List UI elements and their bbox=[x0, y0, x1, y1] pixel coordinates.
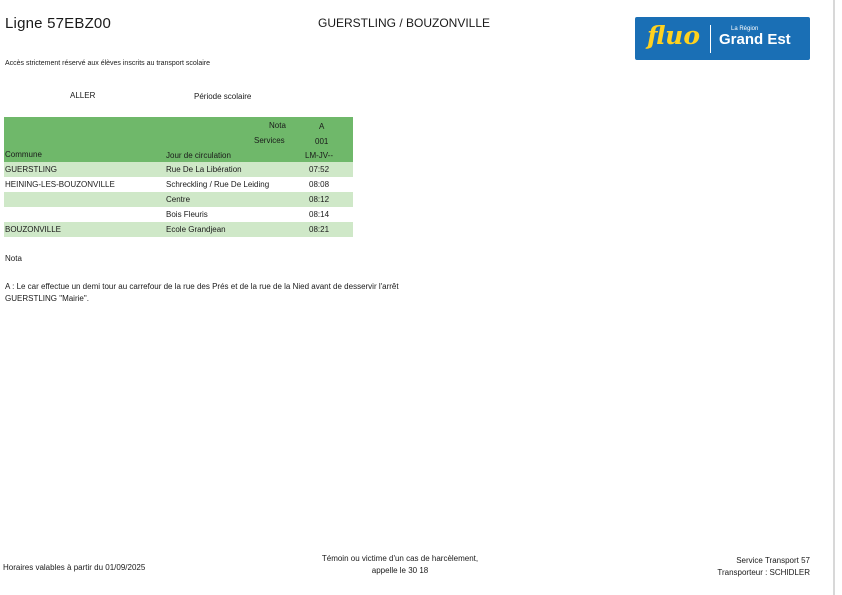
logo-separator bbox=[710, 25, 711, 53]
timetable-body bbox=[4, 162, 353, 237]
access-note: Accès strictement réservé aux élèves inscrits au transport scolaire bbox=[5, 60, 211, 67]
period-label: Période scolaire bbox=[194, 92, 252, 101]
nota-label: Nota bbox=[269, 121, 286, 130]
time-cell: 08:12 bbox=[309, 195, 330, 204]
stop-cell: Ecole Grandjean bbox=[166, 225, 226, 234]
time-cell: 08:21 bbox=[309, 225, 330, 234]
commune-header: Commune bbox=[5, 150, 42, 159]
commune-cell: HEINING-LES-BOUZONVILLE bbox=[5, 180, 115, 189]
table-row bbox=[4, 177, 353, 192]
time-cell: 08:14 bbox=[309, 210, 330, 219]
stop-cell: Rue De La Libération bbox=[166, 165, 242, 174]
harassment-line-2: appelle le 30 18 bbox=[371, 566, 429, 575]
logo-region: Grand Est bbox=[719, 31, 791, 48]
harassment-line-1: Témoin ou victime d'un cas de harcèlement, bbox=[321, 554, 479, 563]
logo-brand: fluo bbox=[647, 21, 701, 50]
time-cell: 07:52 bbox=[309, 165, 330, 174]
service-info bbox=[660, 555, 810, 579]
table-row bbox=[4, 162, 353, 177]
nota-title: Nota bbox=[5, 254, 22, 263]
table-row bbox=[4, 207, 353, 222]
fluo-grand-est-logo bbox=[635, 17, 810, 60]
nota-value: A bbox=[319, 122, 325, 131]
stop-cell: Bois Fleuris bbox=[166, 210, 208, 219]
harassment-notice bbox=[300, 553, 500, 577]
timetable-header bbox=[4, 117, 353, 162]
service-line-1: Service Transport 57 bbox=[736, 556, 810, 565]
commune-cell: GUERSTLING bbox=[5, 165, 58, 174]
commune-cell: BOUZONVILLE bbox=[5, 225, 62, 234]
timetable bbox=[4, 117, 353, 237]
jour-value: LM-JV-- bbox=[305, 151, 333, 160]
line-title: Ligne 57EBZ00 bbox=[5, 15, 112, 32]
stop-cell: Schreckling / Rue De Leiding bbox=[166, 180, 270, 189]
stop-cell: Centre bbox=[166, 195, 191, 204]
time-cell: 08:08 bbox=[309, 180, 330, 189]
table-row bbox=[4, 222, 353, 237]
route-title: GUERSTLING / BOUZONVILLE bbox=[318, 16, 491, 30]
validity-note: Horaires valables à partir du 01/09/2025 bbox=[3, 563, 146, 572]
services-value: 001 bbox=[315, 137, 329, 146]
services-label: Services bbox=[254, 136, 285, 145]
nota-text: A : Le car effectue un demi tour au carrefour de la rue des Prés et de la rue de la Nied avant de desservir l'arrêt GUERSTLING "Mairie". bbox=[5, 282, 399, 303]
logo-region-small: La Région bbox=[731, 26, 759, 32]
table-row bbox=[4, 192, 353, 207]
service-line-2: Transporteur : SCHIDLER bbox=[717, 568, 810, 577]
page-edge bbox=[833, 0, 835, 595]
direction-label: ALLER bbox=[70, 91, 96, 100]
jour-header: Jour de circulation bbox=[166, 151, 231, 160]
